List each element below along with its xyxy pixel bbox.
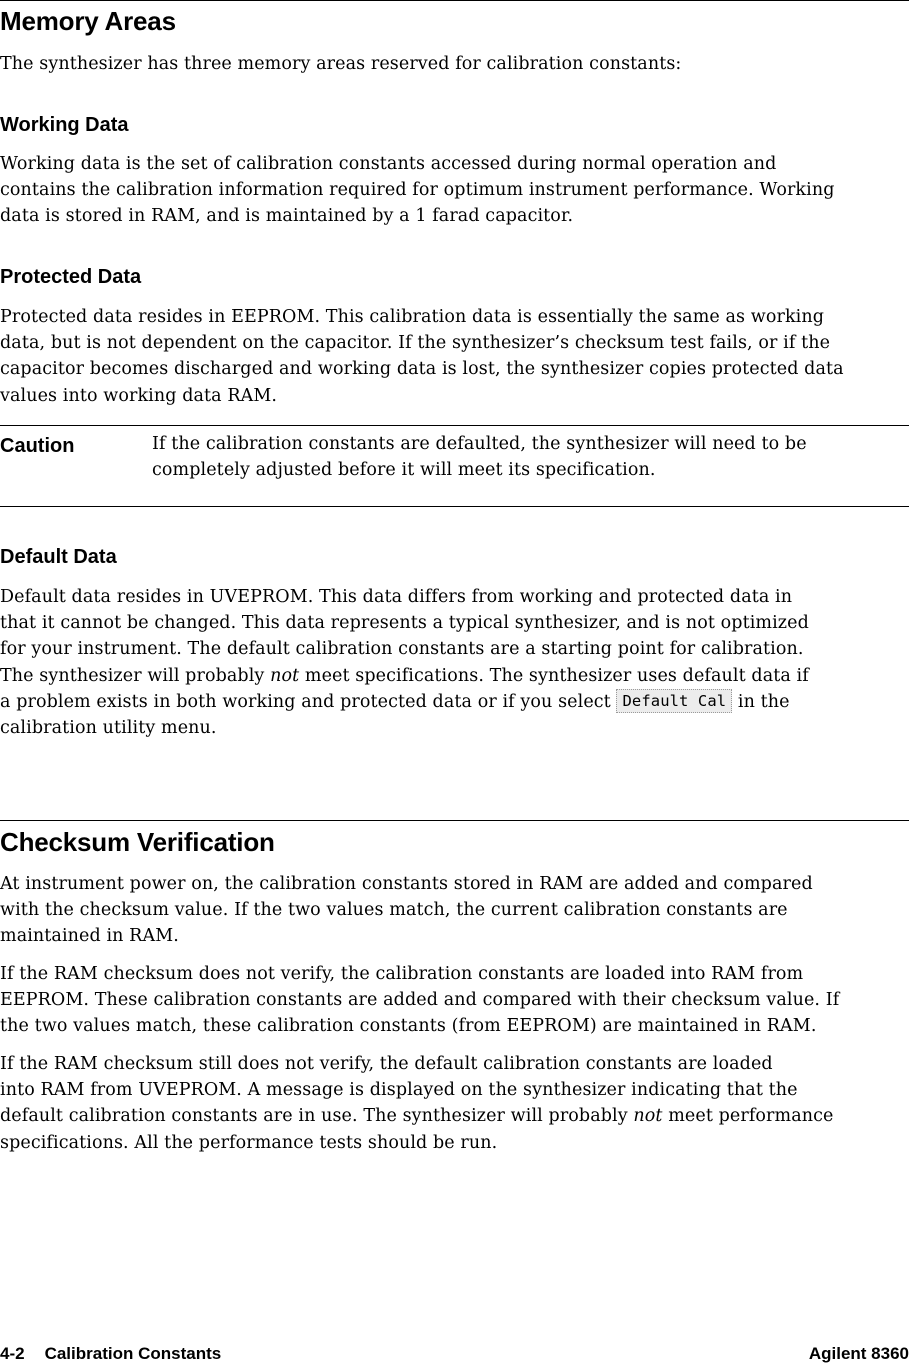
caution-top-rule [0, 425, 909, 426]
default-data-heading: Default Data [0, 546, 117, 568]
top-rule [0, 0, 909, 1]
page-footer-left [0, 1344, 221, 1364]
caution-text: If the calibration constants are defaulted, the synthesizer will need to be completely adjusted before it will meet its specification. [152, 434, 807, 481]
protected-data-heading: Protected Data [0, 266, 142, 288]
memory-areas-intro: The synthesizer has three memory areas reserved for calibration constants: [0, 54, 682, 74]
caution-label: Caution [0, 435, 75, 457]
default-cal-softkey: Default Cal [616, 689, 732, 713]
default-data-paragraph: Default data resides in UVEPROM. This data differs from working and protected data in that it cannot be changed. This data represents a typical synthesizer, and is not optimized for your instrument. The default calibration constants are a starting point for calibration. The synthesizer will probably not meet specifications. The synthesizer uses default data if a problem exists in both working and protected data or if you select Default Cal in the calibration utility menu. [0, 587, 809, 739]
checksum-paragraph-1: At instrument power on, the calibration constants stored in RAM are added and compared with the checksum value. If the two values match, the current calibration constants are maintained in RAM. [0, 874, 813, 947]
emphasis-not: not [633, 1106, 663, 1127]
checksum-rule [0, 820, 909, 821]
memory-areas-heading: Memory Areas [0, 6, 176, 36]
caution-bottom-rule [0, 506, 909, 507]
footer-product-name: Agilent 8360 [808, 1344, 909, 1363]
emphasis-not: not [270, 665, 300, 686]
checksum-paragraph-2: If the RAM checksum does not verify, the calibration constants are loaded into RAM from EEPROM. These calibration constants are added and compared with their checksum value. If the two values match, these calibration constants (from EEPROM) are maintained in RAM. [0, 964, 840, 1037]
protected-data-paragraph: Protected data resides in EEPROM. This calibration data is essentially the same as working data, but is not dependent on the capacitor. If the synthesizer’s checksum test fails, or if the capacitor becomes discharged and working data is lost, the synthesizer copies protected data values into working data RAM. [0, 307, 844, 406]
working-data-heading: Working Data [0, 114, 129, 136]
checksum-verification-heading: Checksum Verification [0, 827, 275, 857]
working-data-paragraph: Working data is the set of calibration constants accessed during normal operation and contains the calibration information required for optimum instrument performance. Working data is stored in RAM, and is maintained by a 1 farad capacitor. [0, 154, 835, 227]
checksum-paragraph-3: If the RAM checksum still does not verify, the default calibration constants are loaded into RAM from UVEPROM. A message is displayed on the synthesizer indicating that the default calibration constants are in use. The synthesizer will probably not meet performance specifications. All the performance tests should be run. [0, 1054, 834, 1153]
footer-section-title: Calibration Constants [44, 1344, 222, 1363]
page-number: 4-2 [0, 1344, 25, 1363]
